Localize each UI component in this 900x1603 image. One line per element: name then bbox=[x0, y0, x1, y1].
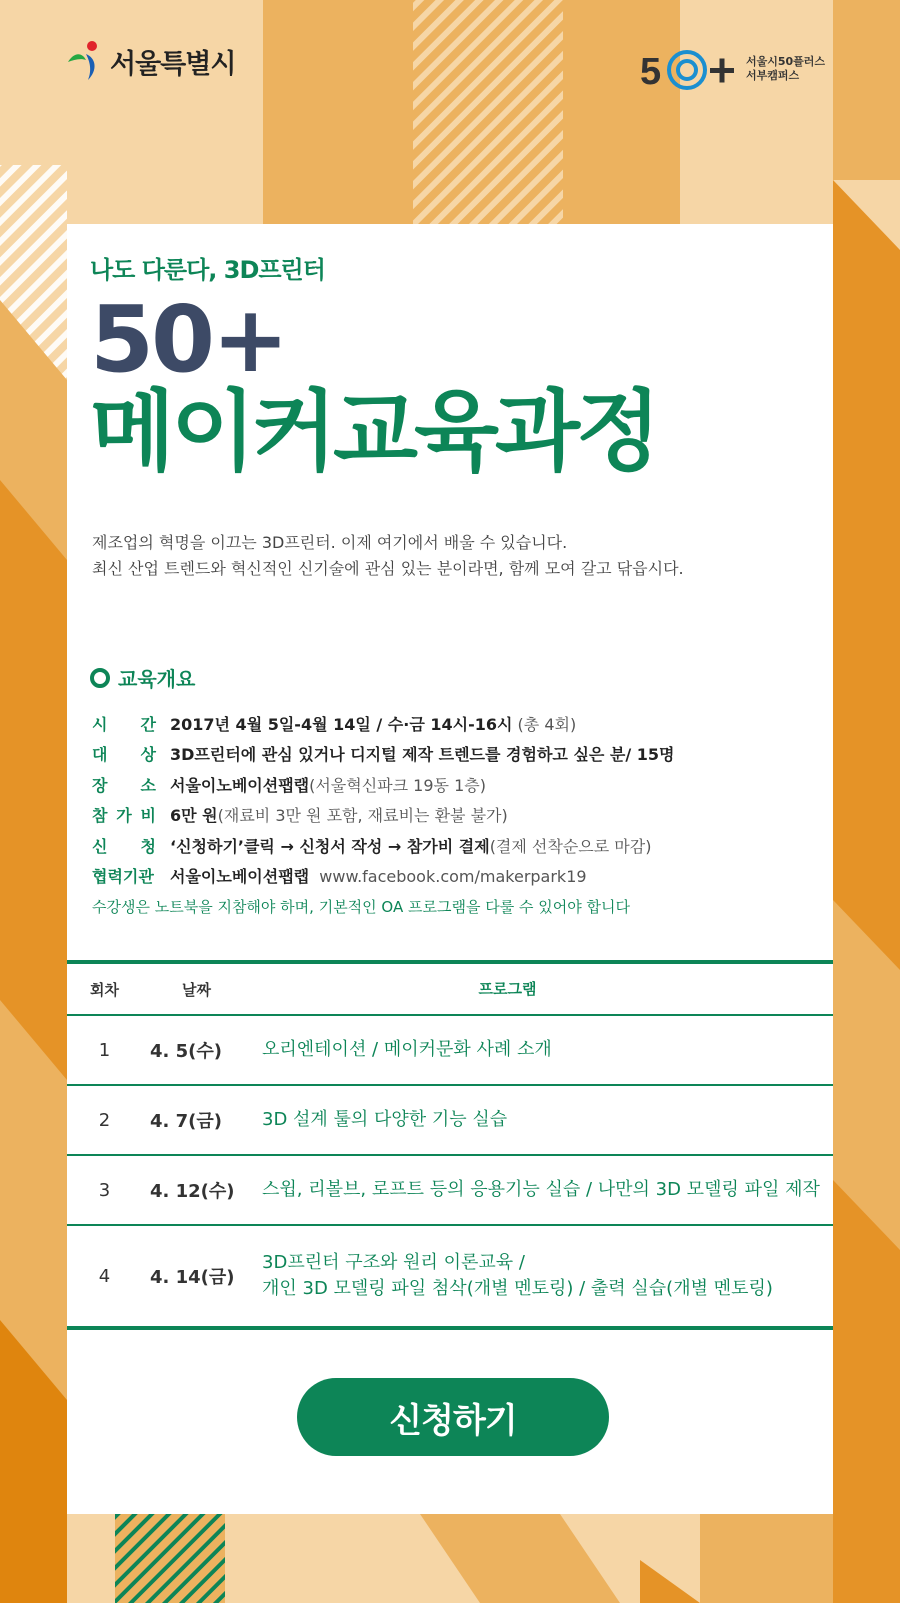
fifty-plus-mark-icon bbox=[640, 46, 738, 92]
overview-value bbox=[170, 712, 576, 735]
overview-value-detail: www.facebook.com/makerpark19 bbox=[309, 867, 587, 887]
overview-label bbox=[92, 864, 170, 887]
row-program bbox=[262, 1250, 833, 1302]
header-program: 프로그램 bbox=[478, 980, 537, 998]
overview-row bbox=[92, 800, 675, 831]
overview-label bbox=[92, 803, 170, 826]
row-program: 오리엔테이션 / 메이커문화 사례 소개 bbox=[262, 1039, 552, 1060]
overview-value bbox=[170, 834, 651, 857]
overview-label bbox=[92, 773, 170, 796]
overview-row bbox=[92, 708, 675, 739]
row-number: 2 bbox=[98, 1109, 111, 1131]
overview-value-main: 6만 원 bbox=[170, 806, 218, 826]
overview-heading bbox=[90, 663, 195, 692]
intro-text bbox=[92, 530, 684, 582]
svg-text:5: 5 bbox=[640, 51, 662, 92]
seoul-logo-text: 서울특별시 bbox=[110, 48, 236, 80]
overview-label-char: 소 bbox=[140, 775, 156, 795]
overview-value-main: ‘신청하기’클릭 → 신청서 작성 → 참가비 결제 bbox=[170, 836, 490, 856]
row-date: 4. 7(금) bbox=[150, 1111, 222, 1132]
overview-label-char: 청 bbox=[140, 836, 156, 856]
overview-value-main: 2017년 4월 5일-4월 14일 / 수·금 14시-16시 bbox=[170, 714, 513, 734]
row-program: 스윕, 리볼브, 로프트 등의 응용기능 실습 / 나만의 3D 모델링 파일 제작 bbox=[262, 1179, 820, 1200]
overview-list bbox=[92, 708, 675, 891]
overview-label bbox=[92, 712, 170, 735]
overview-label-char: 상 bbox=[140, 745, 156, 765]
overview-label-char: 참 bbox=[92, 806, 108, 826]
campus-logo[interactable] bbox=[640, 46, 825, 92]
row-program-line2: 개인 3D 모델링 파일 첨삭(개별 멘토링) / 출력 실습(개별 멘토링) bbox=[262, 1278, 773, 1299]
overview-value-detail: (서울혁신파크 19동 1층) bbox=[309, 775, 486, 795]
overview-value bbox=[170, 864, 587, 887]
campus-name-line2: 서부캠퍼스 bbox=[746, 69, 800, 82]
ring-bullet-icon bbox=[90, 668, 110, 688]
seoul-emblem-icon bbox=[66, 40, 104, 82]
overview-row bbox=[92, 739, 675, 770]
overview-value-main: 서울이노베이션팹랩 bbox=[170, 775, 310, 795]
row-number: 4 bbox=[98, 1265, 111, 1287]
overview-value bbox=[170, 742, 675, 765]
row-date: 4. 12(수) bbox=[150, 1181, 235, 1202]
overview-label-char: 시 bbox=[92, 714, 108, 734]
table-row bbox=[67, 1016, 833, 1086]
overview-note: 수강생은 노트북을 지참해야 하며, 기본적인 OA 프로그램을 다룰 수 있어야 합니다 bbox=[92, 898, 630, 916]
schedule-table bbox=[67, 960, 833, 1330]
overview-label bbox=[92, 834, 170, 857]
overview-value-main: 서울이노베이션팹랩 bbox=[170, 867, 310, 887]
table-row bbox=[67, 1226, 833, 1330]
row-program: 3D 설계 툴의 다양한 기능 실습 bbox=[262, 1109, 508, 1130]
overview-label-char: 신 bbox=[92, 836, 108, 856]
hero-title-top: 50+ bbox=[90, 286, 287, 393]
overview-label-char: 협력기관 bbox=[92, 867, 154, 887]
overview-value bbox=[170, 773, 486, 796]
overview-label-char: 장 bbox=[92, 775, 108, 795]
header-round: 회차 bbox=[90, 980, 119, 999]
intro-line-2: 최신 산업 트렌드와 혁신적인 신기술에 관심 있는 분이라면, 함께 모여 갈고 닦읍시다. bbox=[92, 559, 684, 578]
overview-label-char: 대 bbox=[92, 745, 108, 765]
overview-value-main: 3D프린터에 관심 있거나 디지털 제작 트렌드를 경험하고 싶은 분/ 15명 bbox=[170, 745, 675, 765]
overview-label-char: 비 bbox=[140, 806, 156, 826]
row-number: 3 bbox=[98, 1179, 111, 1201]
overview-row bbox=[92, 861, 675, 892]
row-number: 1 bbox=[98, 1039, 111, 1061]
header-date: 날짜 bbox=[182, 980, 211, 999]
overview-row bbox=[92, 830, 675, 861]
overview-value bbox=[170, 803, 508, 826]
overview-title: 교육개요 bbox=[118, 667, 196, 691]
row-date: 4. 14(금) bbox=[150, 1267, 235, 1288]
row-date: 4. 5(수) bbox=[150, 1041, 222, 1062]
hero-subtitle: 나도 다룬다, 3D프린터 bbox=[90, 256, 325, 284]
campus-name-line1: 서울시50플러스 bbox=[746, 55, 826, 68]
table-row bbox=[67, 1086, 833, 1156]
overview-value-detail: (총 4회) bbox=[512, 714, 577, 734]
overview-value-detail: (결제 선착순으로 마감) bbox=[489, 836, 652, 856]
seoul-logo[interactable] bbox=[66, 40, 235, 82]
hero-title-main: 메이커교육과정 bbox=[90, 380, 658, 483]
table-row bbox=[67, 1156, 833, 1226]
overview-label bbox=[92, 742, 170, 765]
intro-line-1: 제조업의 혁명을 이끄는 3D프린터. 이제 여기에서 배울 수 있습니다. bbox=[92, 533, 568, 552]
schedule-header-row bbox=[67, 960, 833, 1016]
overview-value-detail: (재료비 3만 원 포함, 재료비는 환불 불가) bbox=[217, 806, 508, 826]
row-program-line1: 3D프린터 구조와 원리 이론교육 / bbox=[262, 1252, 525, 1273]
overview-row bbox=[92, 769, 675, 800]
overview-label-char: 가 bbox=[116, 806, 132, 826]
apply-button[interactable]: 신청하기 bbox=[297, 1378, 609, 1456]
overview-label-char: 간 bbox=[140, 714, 156, 734]
